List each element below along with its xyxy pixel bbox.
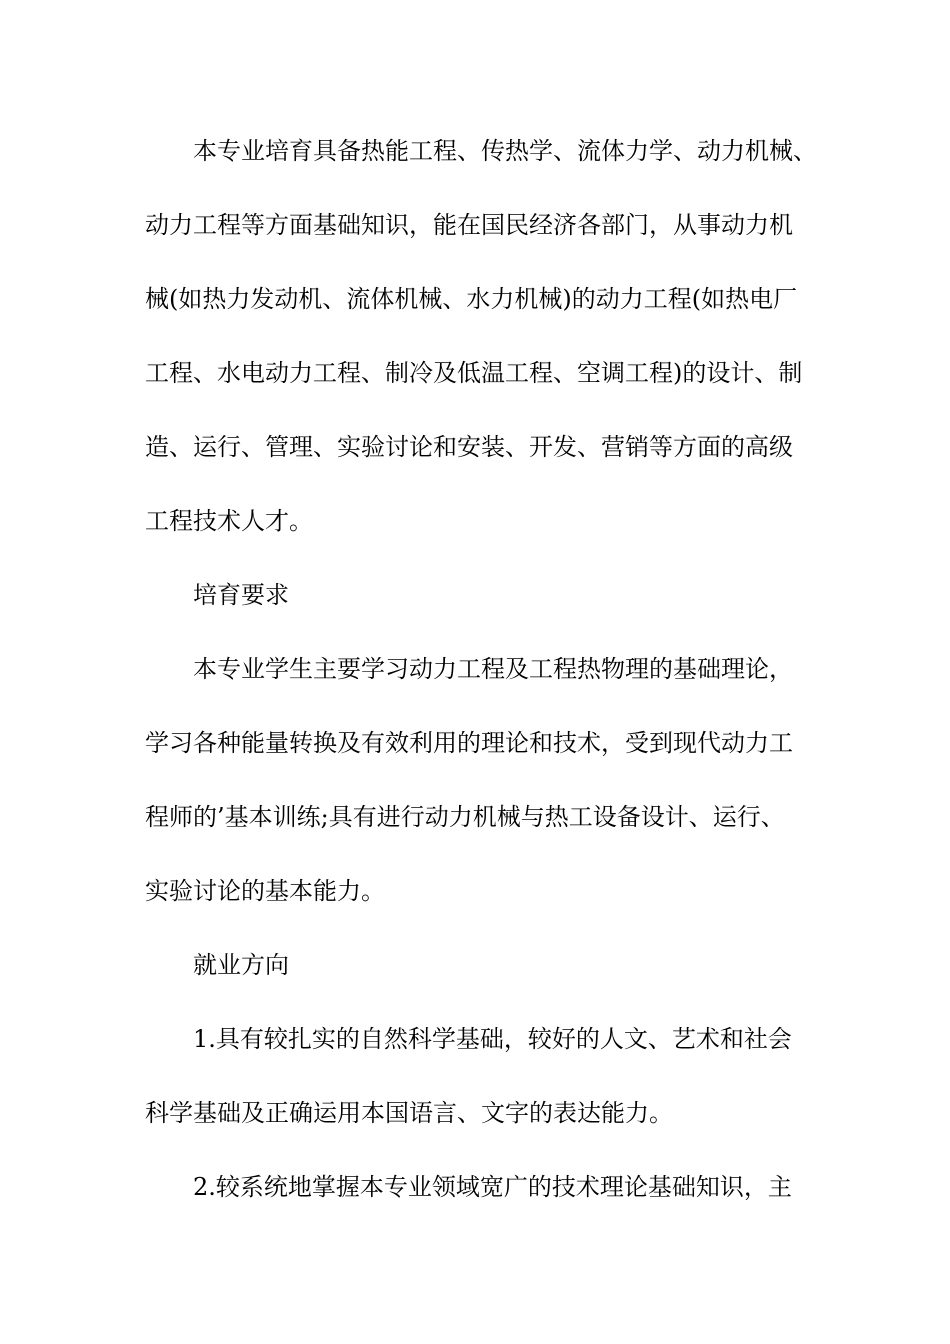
item-1-line-1: 1.具有较扎实的自然科学基础，较好的人文、艺术和社会 bbox=[193, 1025, 792, 1053]
item-1-line-2: 科学基础及正确运用本国语言、文字的表达能力。 bbox=[145, 1099, 673, 1127]
para-requirements-line-3: 程师的’基本训练;具有进行动力机械与热工设备设计、运行、 bbox=[145, 803, 785, 831]
para-requirements-line-2: 学习各种能量转换及有效利用的理论和技术，受到现代动力工 bbox=[145, 729, 793, 757]
item-2-line-1: 2.较系统地掌握本专业领域宽广的技术理论基础知识，主 bbox=[193, 1173, 792, 1201]
para-intro-line-2: 动力工程等方面基础知识，能在国民经济各部门，从事动力机 bbox=[145, 211, 793, 239]
document-body bbox=[145, 132, 835, 1242]
para-intro-line-6: 工程技术人才。 bbox=[145, 507, 313, 535]
heading-employment-direction: 就业方向 bbox=[193, 951, 289, 979]
heading-training-requirements: 培育要求 bbox=[193, 581, 289, 609]
para-intro-line-1: 本专业培育具备热能工程、传热学、流体力学、动力机械、 bbox=[193, 137, 817, 165]
para-intro-line-4: 工程、水电动力工程、制冷及低温工程、空调工程)的设计、制 bbox=[145, 359, 803, 387]
para-requirements-line-1: 本专业学生主要学习动力工程及工程热物理的基础理论， bbox=[193, 655, 793, 683]
para-intro-line-3: 械(如热力发动机、流体机械、水力机械)的动力工程(如热电厂 bbox=[145, 285, 798, 313]
para-requirements-line-4: 实验讨论的基本能力。 bbox=[145, 877, 385, 905]
para-intro-line-5: 造、运行、管理、实验讨论和安装、开发、营销等方面的高级 bbox=[145, 433, 793, 461]
